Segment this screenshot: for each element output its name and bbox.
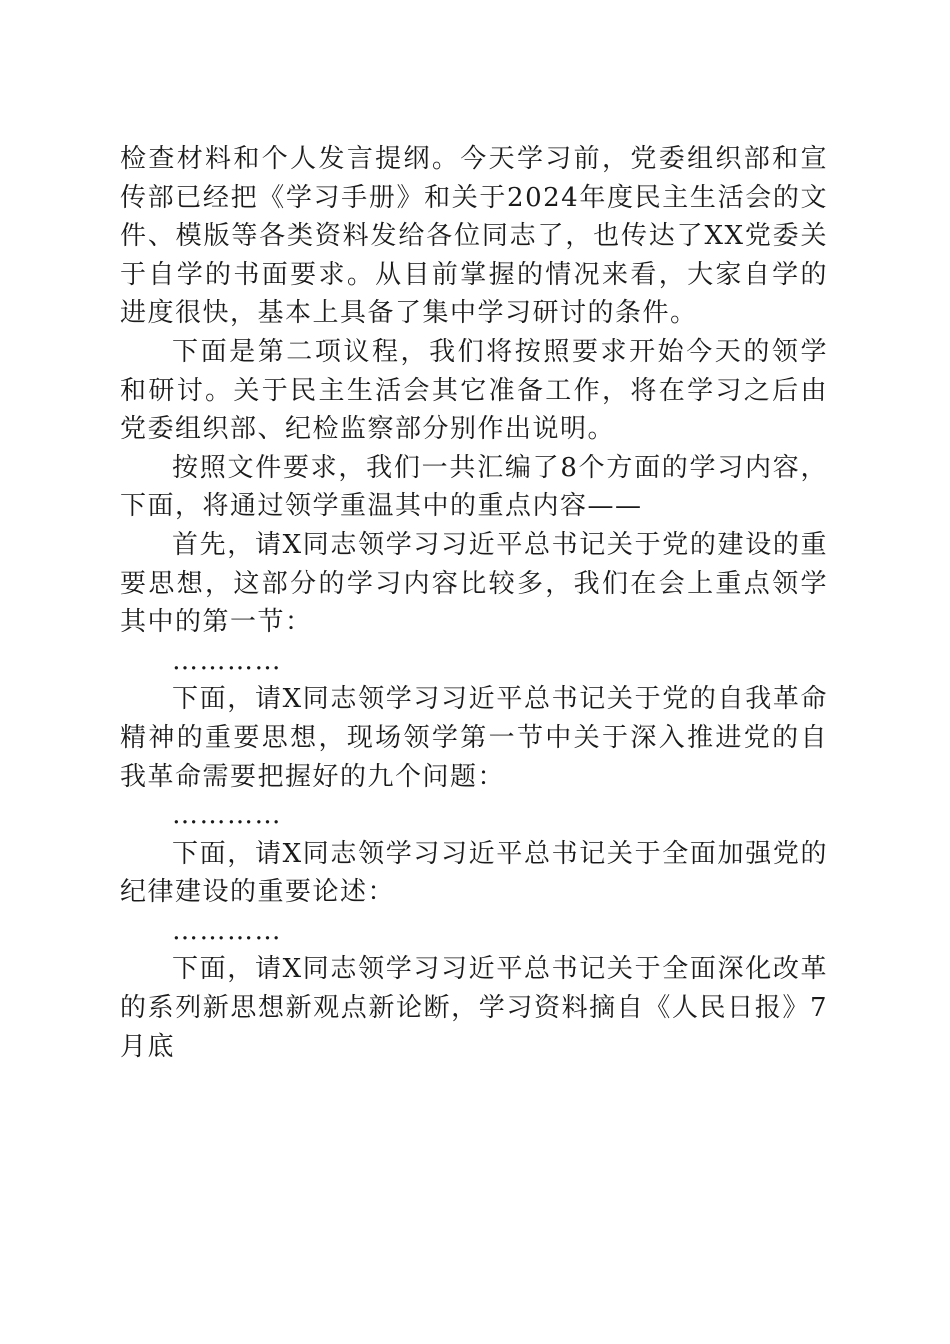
paragraph-discipline: 下面，请X同志领学习习近平总书记关于全面加强党的纪律建设的重要论述： [120,838,828,908]
paragraph-study-content: 按照文件要求，我们一共汇编了8个方面的学习内容，下面，将通过领学重温其中的重点内容—— [120,452,828,522]
ellipsis-2: ………… [172,800,282,831]
ellipsis-1: ………… [172,645,282,676]
paragraph-self-revolution: 下面，请X同志领学习习近平总书记关于党的自我革命精神的重要思想，现场领学第一节中关于深入推进党的自我革命需要把握好的九个问题： [120,684,828,792]
paragraph-party-building: 首先，请X同志领学习习近平总书记关于党的建设的重要思想，这部分的学习内容比较多，我们在会上重点领学其中的第一节： [120,529,828,638]
document-body [120,140,828,1066]
ellipsis-3: ………… [172,915,282,946]
paragraph-reform: 下面，请X同志领学习习近平总书记关于全面深化改革的系列新思想新观点新论断，学习资料摘自《人民日报》7月底 [120,954,828,1062]
paragraph-continuation: 检查材料和个人发言提纲。今天学习前，党委组织部和宣传部已经把《学习手册》和关于2024年度民主生活会的文件、模版等各类资料发给各位同志了，也传达了XX党委关于自学的书面要求。从目前掌握的情况来看，大家自学的进度很快，基本上具备了集中学习研讨的条件。 [120,144,828,329]
paragraph-second-agenda: 下面是第二项议程，我们将按照要求开始今天的领学和研讨。关于民主生活会其它准备工作，将在学习之后由党委组织部、纪检监察部分别作出说明。 [120,336,828,445]
